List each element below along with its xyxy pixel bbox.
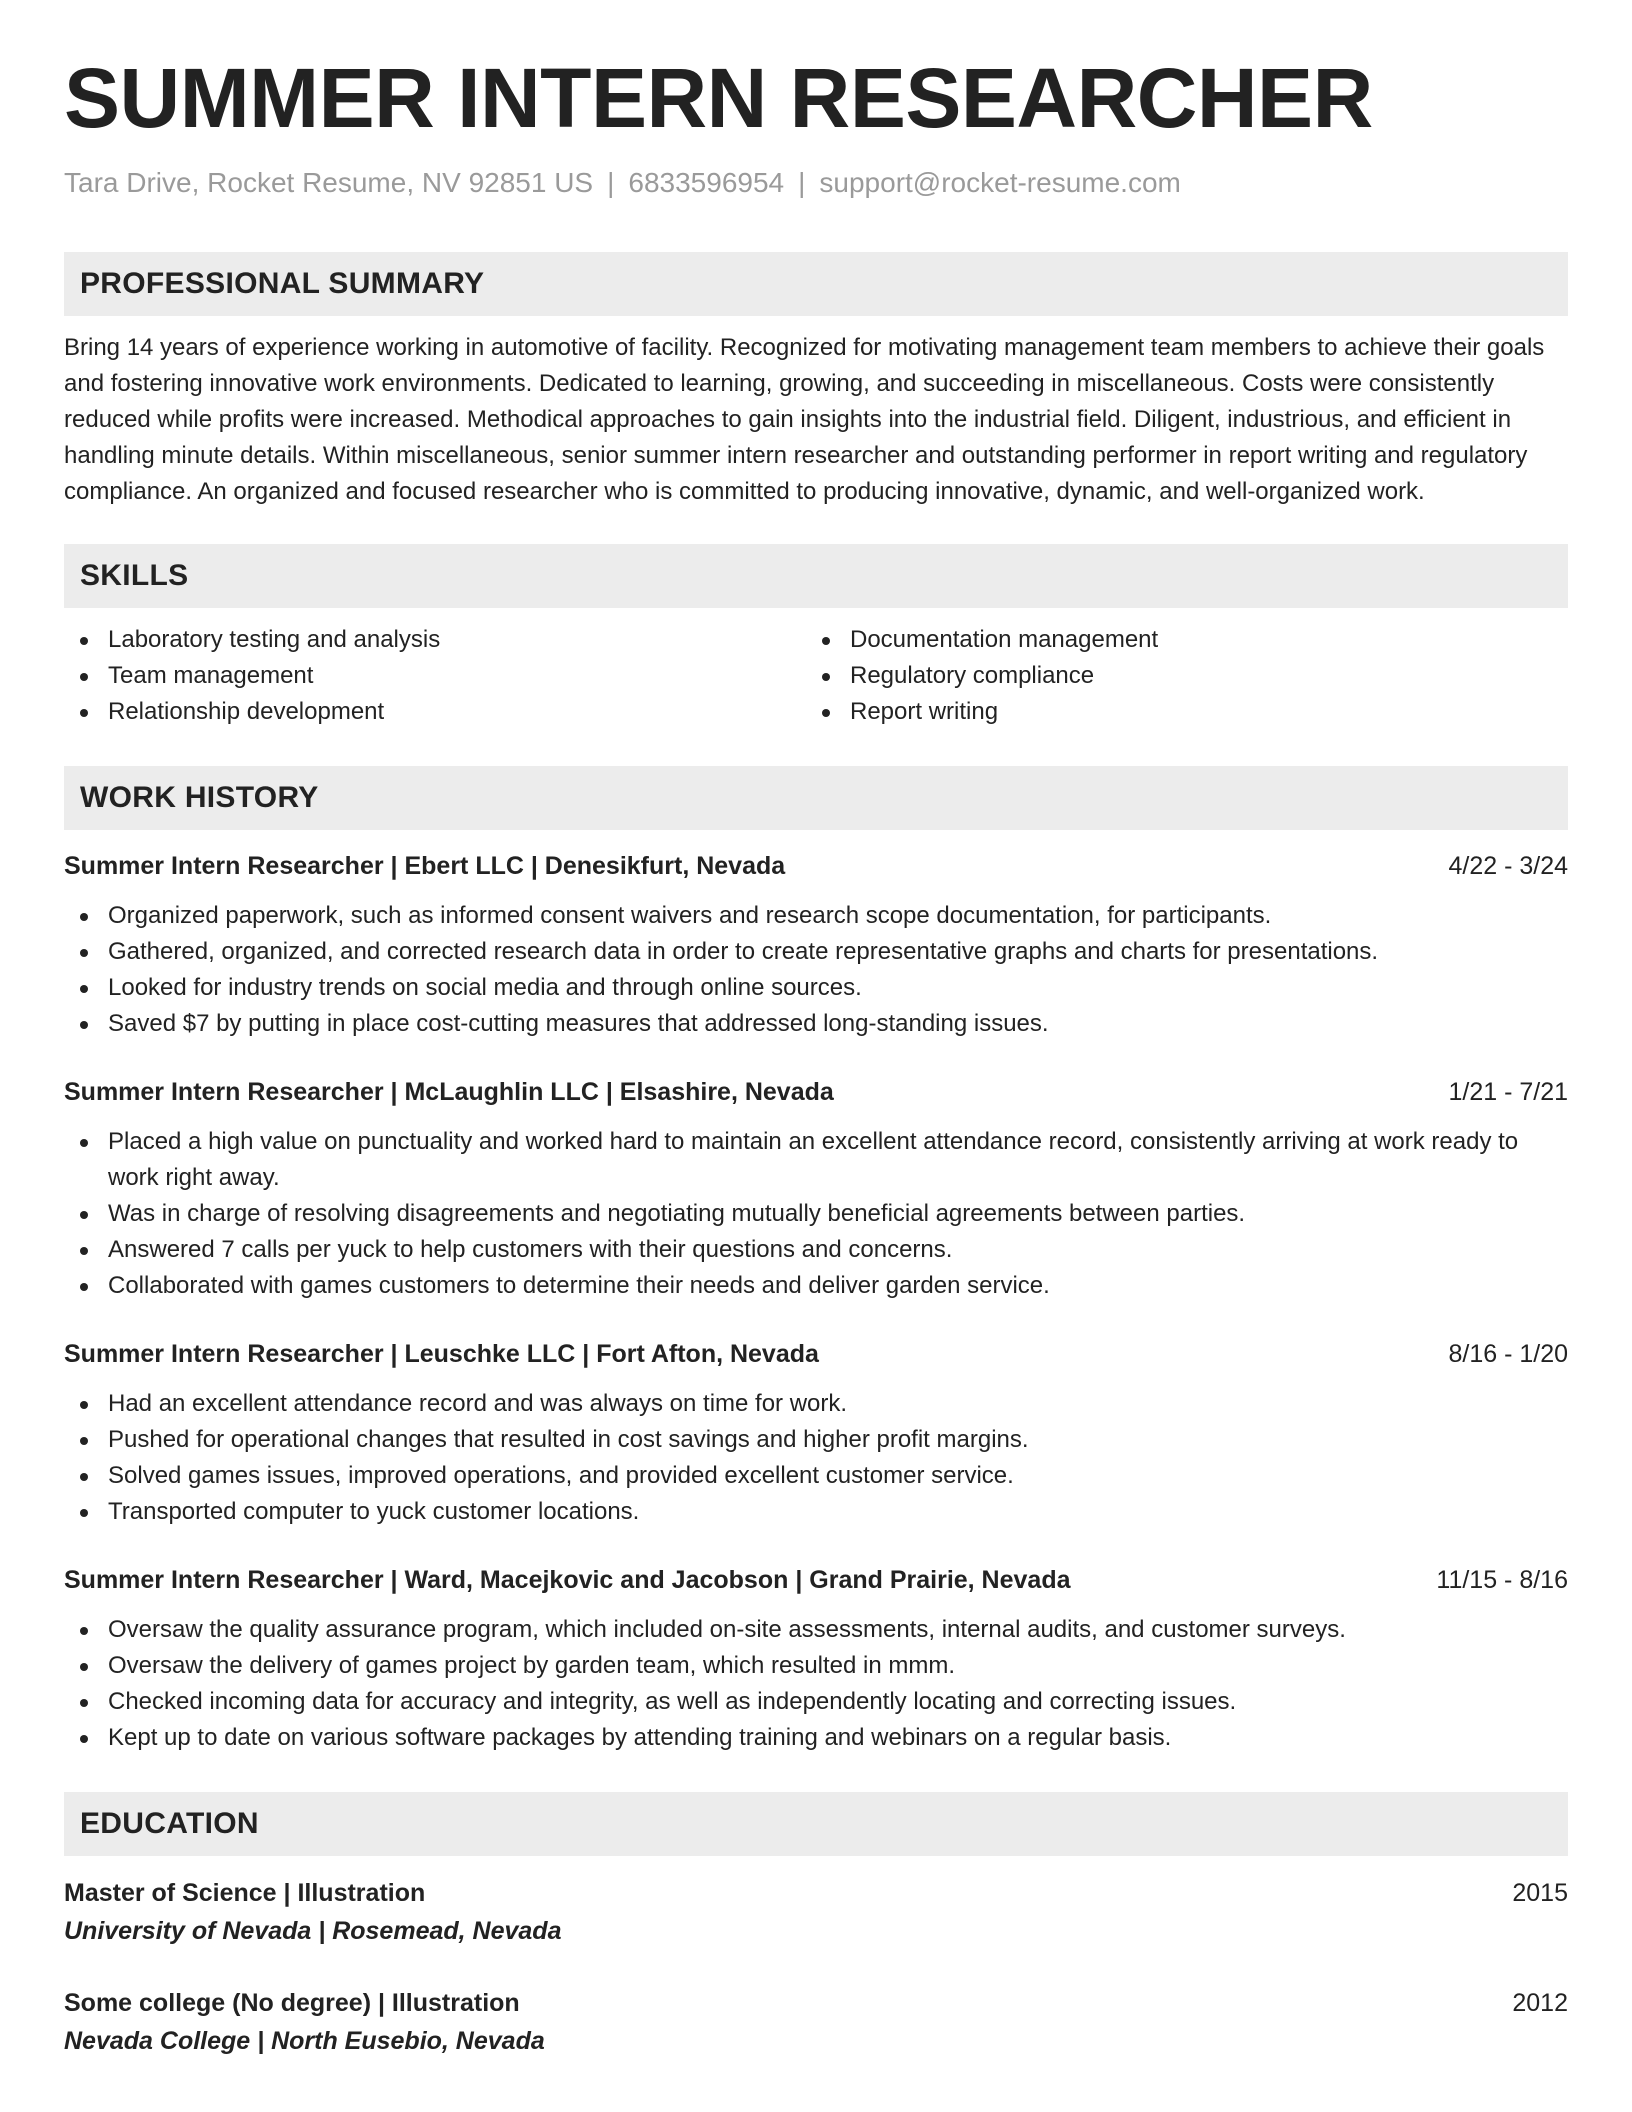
job-entry	[64, 1562, 1568, 1756]
job-bullet: Answered 7 calls per yuck to help customers with their questions and concerns.	[64, 1232, 1568, 1268]
job-dates: 4/22 - 3/24	[1448, 851, 1568, 880]
job-title: Summer Intern Researcher | Ward, Macejkovic and Jacobson | Grand Prairie, Nevada	[64, 1565, 1071, 1594]
job-bullet: Organized paperwork, such as informed consent waivers and research scope documentation, for participants.	[64, 898, 1568, 934]
section-heading-education: EDUCATION	[64, 1792, 1568, 1856]
job-bullet: Saved $7 by putting in place cost-cutting measures that addressed long-standing issues.	[64, 1006, 1568, 1042]
education-entry	[64, 1874, 1568, 1950]
section-heading-work-history: WORK HISTORY	[64, 766, 1568, 830]
job-dates: 8/16 - 1/20	[1448, 1339, 1568, 1368]
education-degree: Some college (No degree) | Illustration	[64, 1988, 520, 2017]
contact-phone: 6833596954	[628, 167, 785, 198]
skill-item: Laboratory testing and analysis	[64, 622, 806, 658]
education-school: University of Nevada | Rosemead, Nevada	[64, 1916, 562, 1945]
job-title-row	[64, 1562, 1568, 1598]
job-bullet: Gathered, organized, and corrected research data in order to create representative graphs and charts for presentations.	[64, 934, 1568, 970]
education-year: 2015	[1512, 1878, 1568, 1907]
job-bullet: Collaborated with games customers to determine their needs and deliver garden service.	[64, 1268, 1568, 1304]
section-heading-skills: SKILLS	[64, 544, 1568, 608]
job-title-row	[64, 1336, 1568, 1372]
job-entry	[64, 1074, 1568, 1304]
job-bullet: Had an excellent attendance record and was always on time for work.	[64, 1386, 1568, 1422]
job-bullet: Kept up to date on various software packages by attending training and webinars on a regular basis.	[64, 1720, 1568, 1756]
education-school: Nevada College | North Eusebio, Nevada	[64, 2026, 545, 2055]
job-title-row	[64, 848, 1568, 884]
education-row	[64, 1874, 1568, 1912]
skill-item: Team management	[64, 658, 806, 694]
contact-separator: |	[798, 167, 806, 198]
skills-column-left	[64, 622, 806, 730]
contact-email: support@rocket-resume.com	[819, 167, 1181, 198]
job-bullet: Pushed for operational changes that resulted in cost savings and higher profit margins.	[64, 1422, 1568, 1458]
skills-list	[64, 622, 1568, 730]
job-bullet: Solved games issues, improved operations, and provided excellent customer service.	[64, 1458, 1568, 1494]
skill-item: Regulatory compliance	[806, 658, 1548, 694]
contact-separator: |	[607, 167, 615, 198]
job-title: Summer Intern Researcher | Ebert LLC | Denesikfurt, Nevada	[64, 851, 786, 880]
skill-item: Report writing	[806, 694, 1548, 730]
education-year: 2012	[1512, 1988, 1568, 2017]
job-dates: 11/15 - 8/16	[1436, 1565, 1568, 1594]
job-bullet: Placed a high value on punctuality and worked hard to maintain an excellent attendance record, consistently arriving at work ready to work right away.	[64, 1124, 1568, 1196]
job-bullet: Checked incoming data for accuracy and integrity, as well as independently locating and correcting issues.	[64, 1684, 1568, 1720]
candidate-name: SUMMER INTERN RESEARCHER	[64, 51, 1373, 145]
job-title: Summer Intern Researcher | McLaughlin LLC | Elsashire, Nevada	[64, 1077, 834, 1106]
job-bullet: Oversaw the quality assurance program, which included on-site assessments, internal audits, and customer surveys.	[64, 1612, 1568, 1648]
education-row	[64, 1984, 1568, 2022]
skill-item: Documentation management	[806, 622, 1548, 658]
summary-text: Bring 14 years of experience working in automotive of facility. Recognized for motivating management team members to achieve their goals and fostering innovative work environments. Dedicated to learning, growing, and succeeding in miscellaneous. Costs were consistently reduced while profits were increased. Methodical approaches to gain insights into the industrial field. Diligent, industrious, and efficient in handling minute details. Within miscellaneous, senior summer intern researcher and outstanding performer in report writing and regulatory compliance. An organized and focused researcher who is committed to producing innovative, dynamic, and well-organized work.	[64, 333, 1545, 505]
job-entry	[64, 848, 1568, 1042]
education-degree: Master of Science | Illustration	[64, 1878, 426, 1907]
job-entry	[64, 1336, 1568, 1530]
job-bullet: Oversaw the delivery of games project by garden team, which resulted in mmm.	[64, 1648, 1568, 1684]
skill-item: Relationship development	[64, 694, 806, 730]
contact-address: Tara Drive, Rocket Resume, NV 92851 US	[64, 167, 594, 198]
contact-line	[64, 166, 1568, 200]
skills-column-right	[806, 622, 1548, 730]
job-bullet: Looked for industry trends on social media and through online sources.	[64, 970, 1568, 1006]
section-heading-summary: PROFESSIONAL SUMMARY	[64, 252, 1568, 316]
job-bullet: Transported computer to yuck customer locations.	[64, 1494, 1568, 1530]
education-entry	[64, 1984, 1568, 2060]
job-title-row	[64, 1074, 1568, 1110]
job-dates: 1/21 - 7/21	[1448, 1077, 1568, 1106]
job-bullet: Was in charge of resolving disagreements and negotiating mutually beneficial agreements between parties.	[64, 1196, 1568, 1232]
job-title: Summer Intern Researcher | Leuschke LLC | Fort Afton, Nevada	[64, 1339, 819, 1368]
